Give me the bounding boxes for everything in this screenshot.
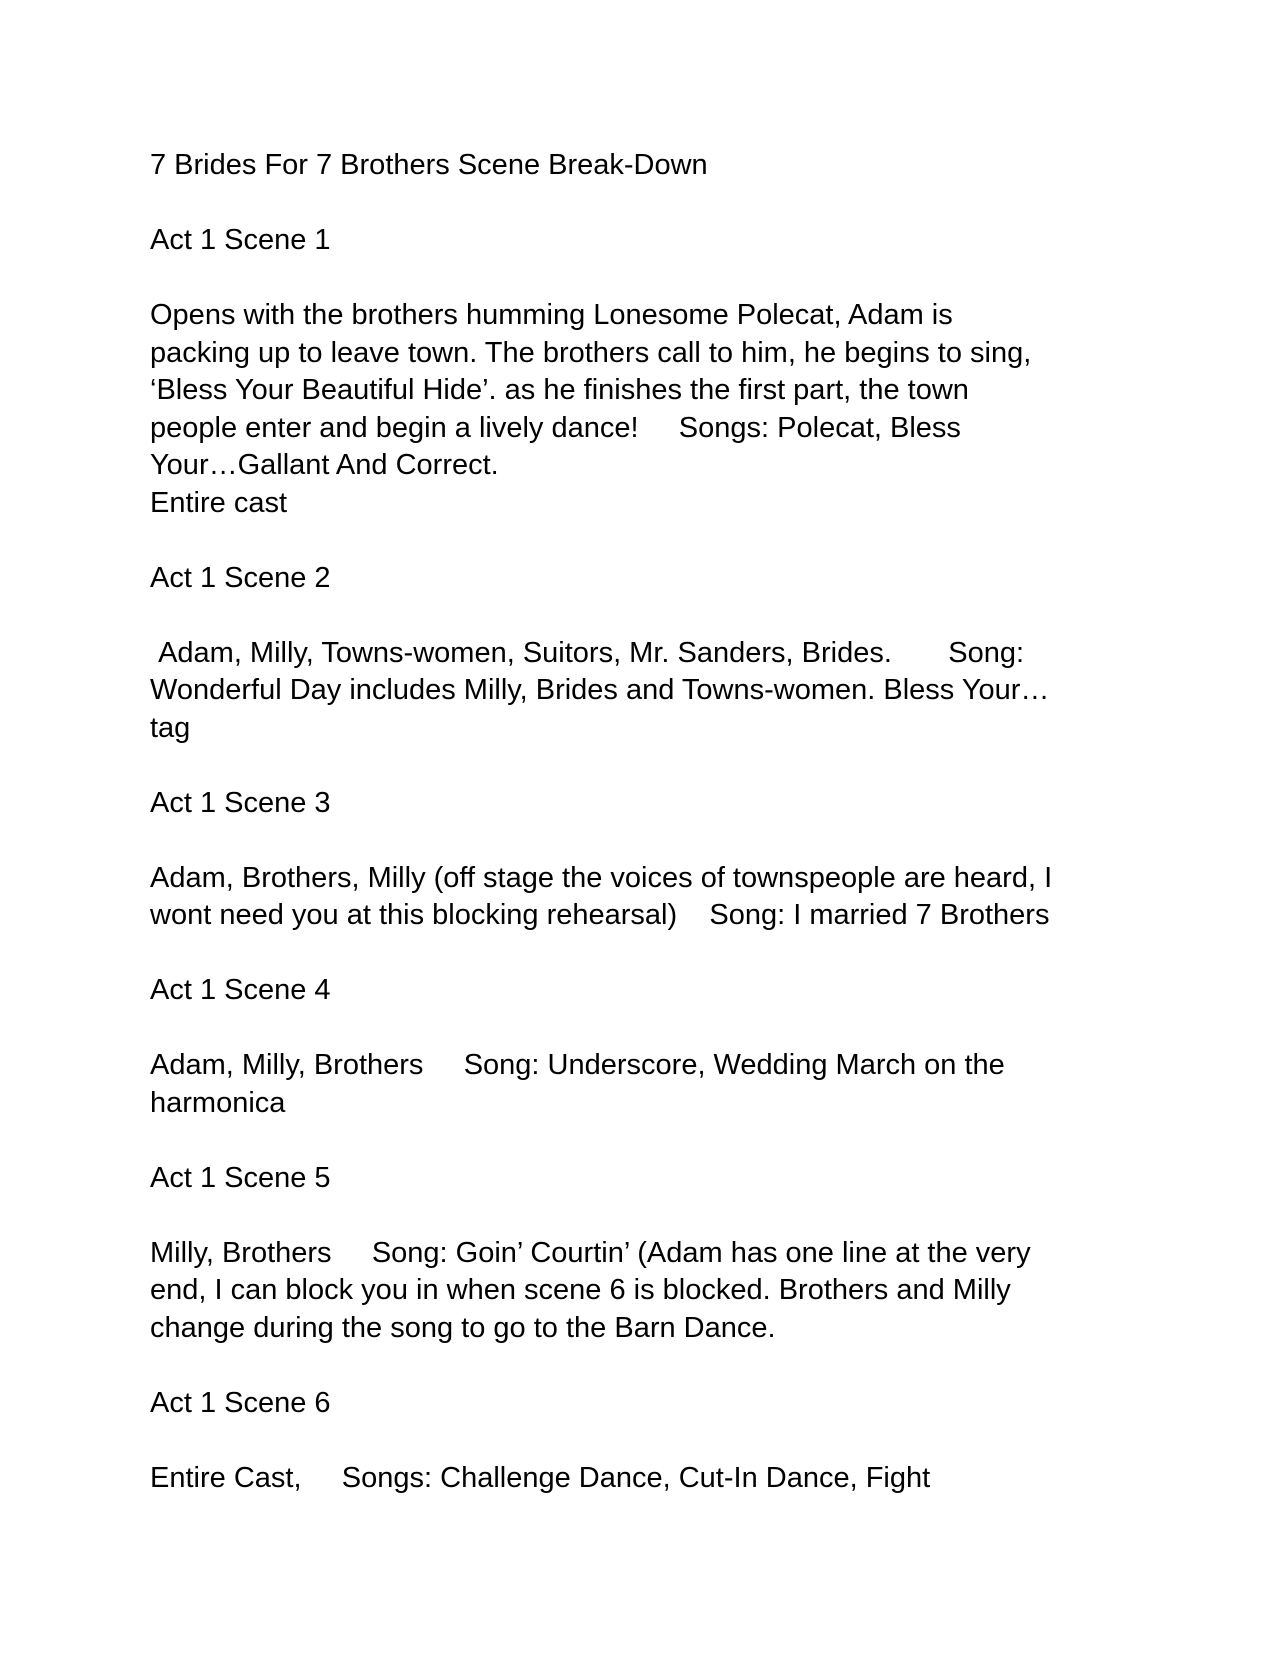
scene-description — [150, 1460, 1140, 1498]
scene-description-line: Opens with the brothers humming Lonesome Polecat, Adam is — [150, 299, 953, 331]
scene-description-line: Adam, Milly, Brothers Song: Underscore, Wedding March on the — [150, 1049, 1005, 1081]
scene-description-line: Your…Gallant And Correct. — [150, 449, 499, 481]
scene-description-line: packing up to leave town. The brothers call to him, he begins to sing, — [150, 336, 1032, 369]
scene-description — [150, 1047, 1140, 1122]
scene-heading: Act 1 Scene 5 — [150, 1161, 331, 1194]
scene-description-line: Adam, Brothers, Milly (off stage the voices of townspeople are heard, I — [150, 861, 1053, 894]
scene-description-line: Entire Cast, Songs: Challenge Dance, Cut-In Dance, Fight — [150, 1461, 931, 1494]
document-title: 7 Brides For 7 Brothers Scene Break-Down — [150, 149, 708, 181]
scene-description-line: harmonica — [150, 1086, 286, 1119]
scene-heading: Act 1 Scene 2 — [150, 561, 331, 594]
scene-heading: Act 1 Scene 1 — [150, 224, 331, 256]
scene-description-line: tag — [150, 711, 191, 744]
scene-description — [150, 1235, 1140, 1348]
scene-description-line: change during the song to go to the Barn Dance. — [150, 1311, 776, 1344]
scene-description — [150, 860, 1140, 935]
scene-list — [150, 222, 1140, 1497]
scene-description — [150, 297, 1140, 522]
scene-description-line: end, I can block you in when scene 6 is blocked. Brothers and Milly — [150, 1274, 1011, 1306]
scene-description-line: wont need you at this blocking rehearsal) Song: I married 7 Brothers — [150, 899, 1050, 931]
scene-heading: Act 1 Scene 6 — [150, 1386, 331, 1419]
scene-description-line: Adam, Milly, Towns-women, Suitors, Mr. Sanders, Brides. Song: — [150, 636, 1025, 669]
scene-description-line: people enter and begin a lively dance! Songs: Polecat, Bless — [150, 411, 961, 444]
scene-description-line: Wonderful Day includes Milly, Brides and Towns-women. Bless Your… — [150, 674, 1050, 706]
scene-description — [150, 635, 1140, 748]
scene-description-line: Milly, Brothers Song: Goin’ Courtin’ (Adam has one line at the very — [150, 1236, 1031, 1269]
scene-heading: Act 1 Scene 4 — [150, 974, 331, 1006]
scene-description-line: Entire cast — [150, 486, 287, 519]
scene-description-line: ‘Bless Your Beautiful Hide’. as he finishes the first part, the town — [150, 374, 969, 406]
document-body — [150, 147, 1140, 1497]
scene-heading: Act 1 Scene 3 — [150, 786, 331, 819]
